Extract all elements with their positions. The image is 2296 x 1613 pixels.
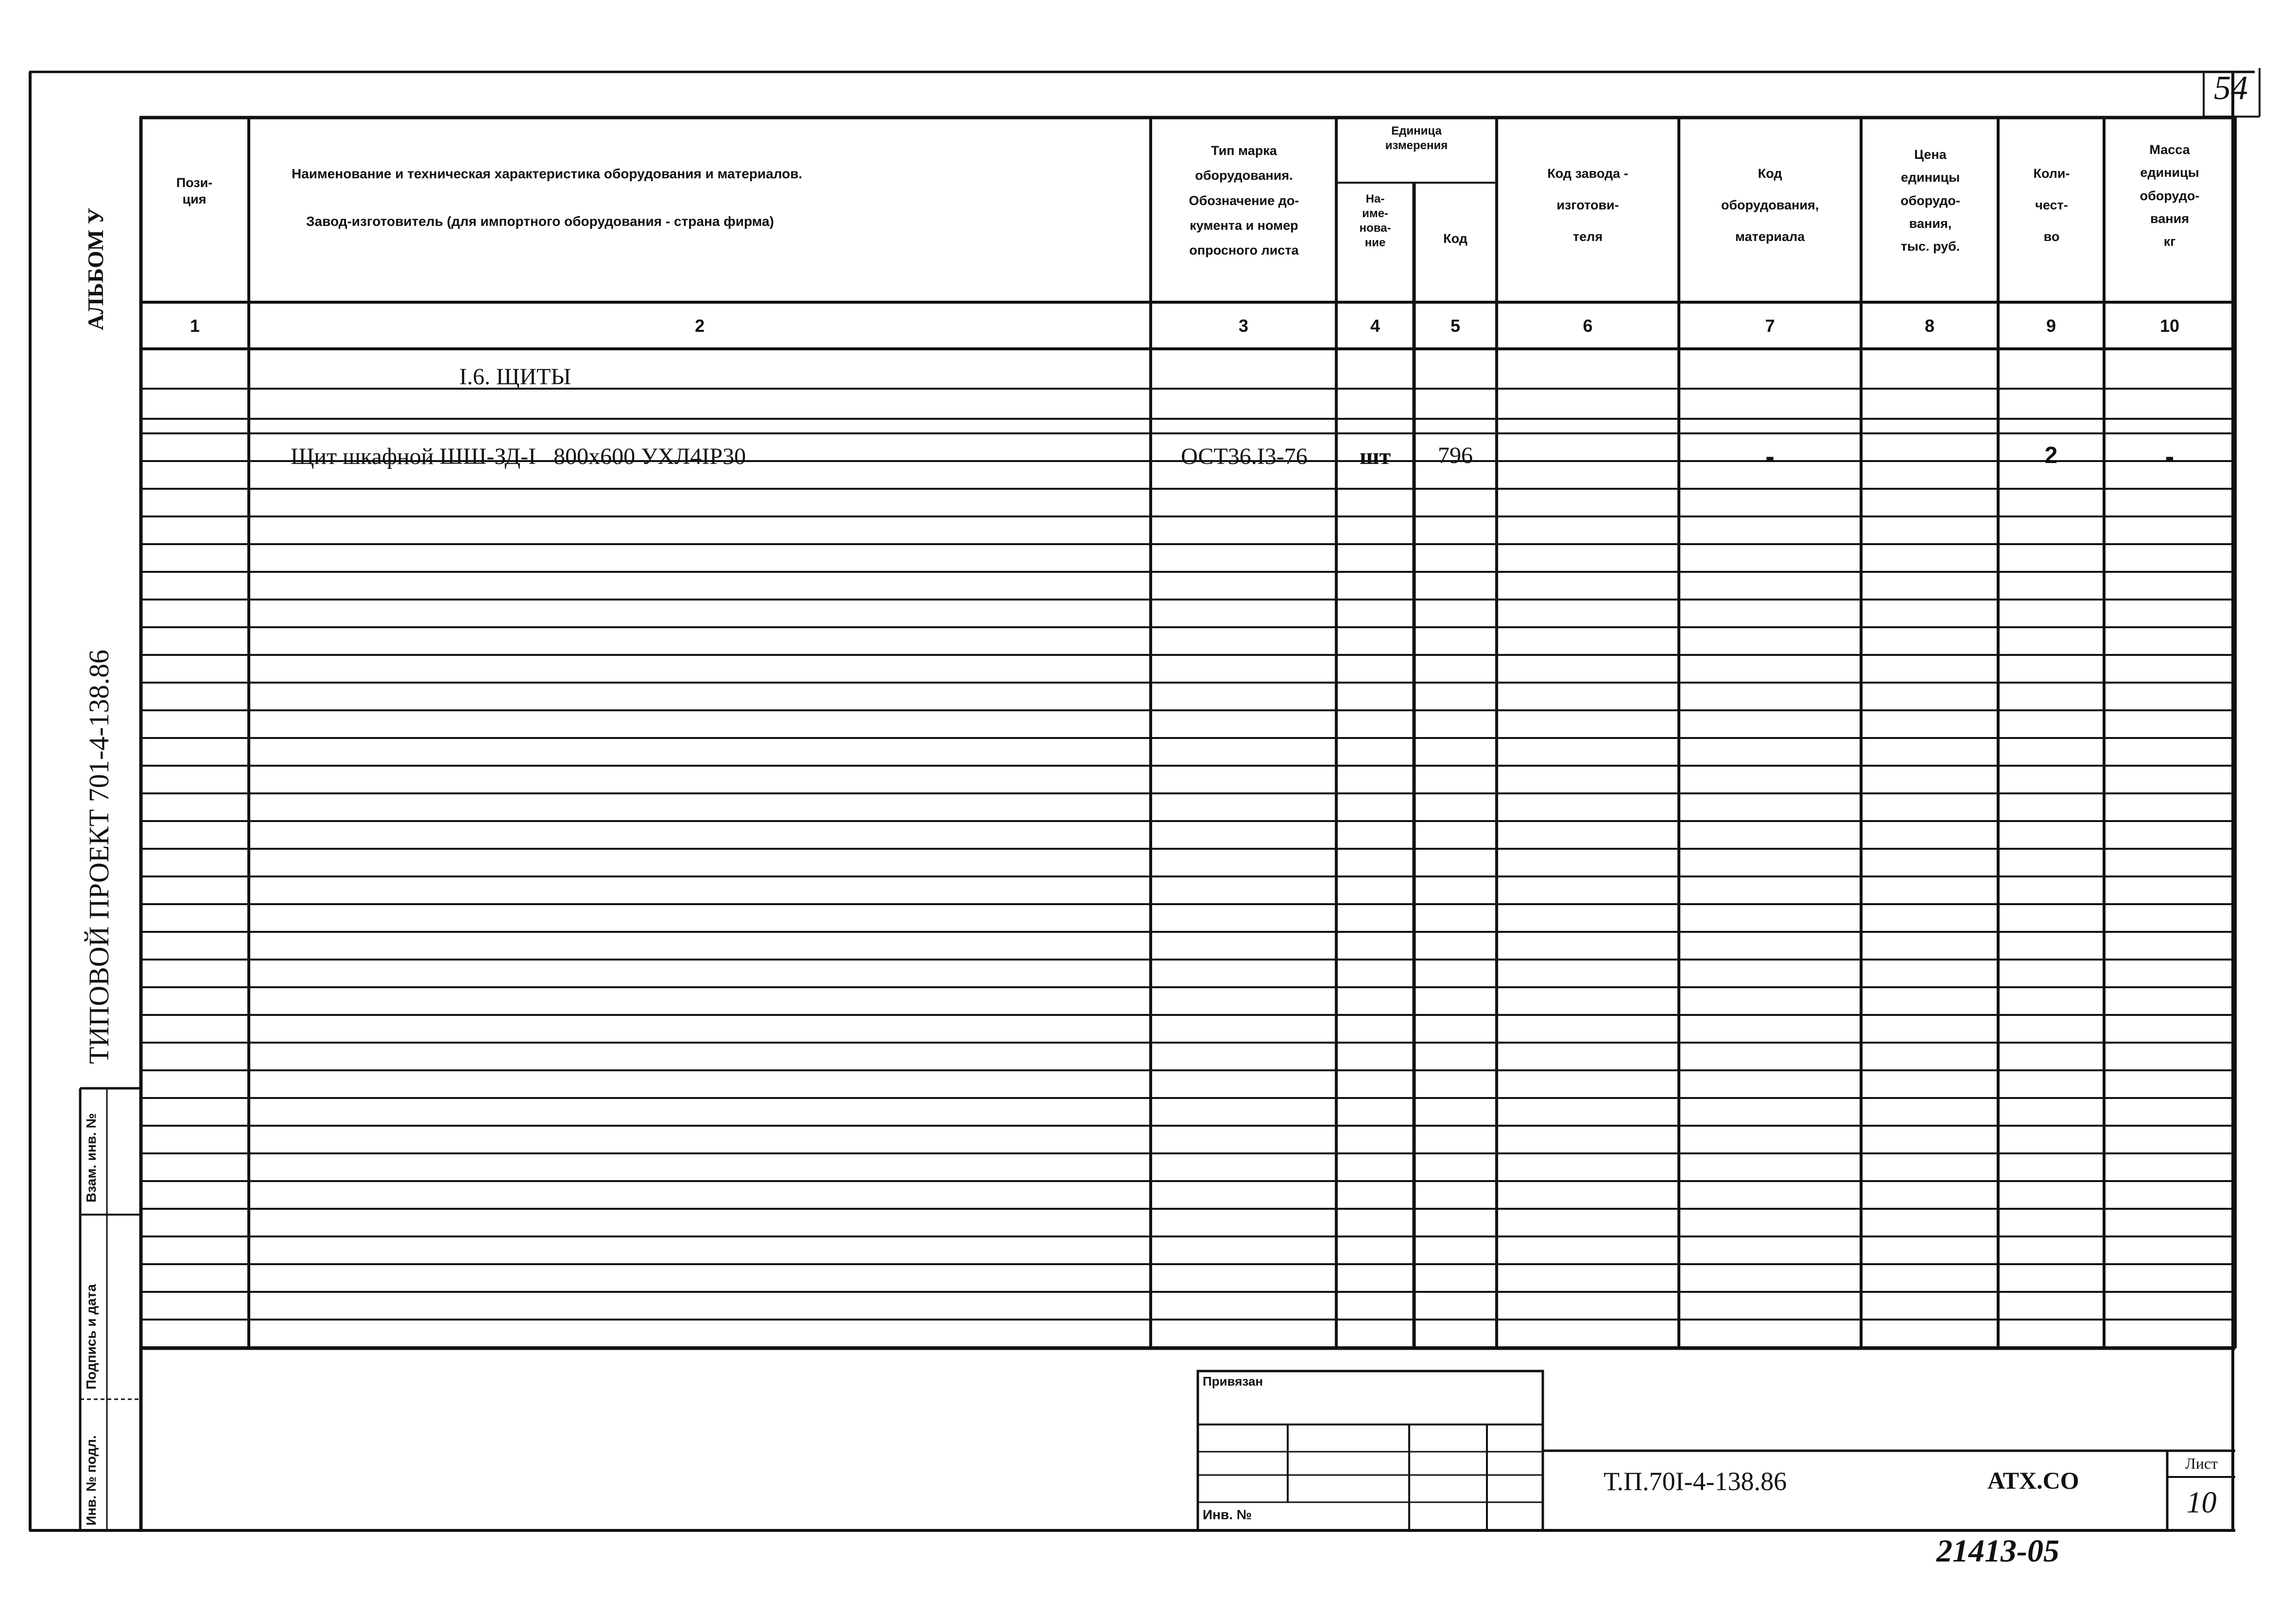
col-num-6: 6: [1583, 316, 1593, 336]
col-num-10: 10: [2159, 316, 2180, 336]
col-num-2: 2: [694, 316, 705, 336]
header-mass: Масса единицы оборудо- вания кг: [2140, 142, 2200, 249]
header-position: Пози- ция: [176, 175, 213, 206]
header-quantity: Коли- чест- во: [2033, 166, 2070, 244]
project-label: ТИПОВОЙ ПРОЕКТ 701-4-138.86: [83, 650, 115, 1064]
row-doc: ОСТ36.I3-76: [1181, 444, 1308, 469]
header-name-line2: Завод-изготовитель (для импортного оборудования - страна фирма): [306, 214, 774, 229]
row-mass: -: [2165, 441, 2175, 471]
archive-number: 21413-05: [1936, 1533, 2059, 1569]
sheet-number: 10: [2186, 1486, 2217, 1519]
col-num-4: 4: [1370, 316, 1381, 336]
col-num-9: 9: [2046, 316, 2056, 336]
stamp-inv-podl: Инв. № подл.: [84, 1435, 99, 1526]
header-unit-code: Код: [1443, 231, 1467, 246]
col-num-3: 3: [1238, 316, 1249, 336]
col-num-5: 5: [1450, 316, 1461, 336]
col-num-8: 8: [1924, 316, 1935, 336]
header-unit-group: Единица измерения: [1385, 124, 1448, 152]
row-name: Щит шкафной ШШ-ЗД-I 800х600 УХЛ4IР30: [291, 444, 746, 469]
row-unit-code: 796: [1438, 443, 1473, 468]
sheet-label: Лист: [2185, 1455, 2218, 1472]
row-unit: шт: [1359, 444, 1391, 469]
stamp-podpis-data: Подпись и дата: [84, 1284, 99, 1390]
album-label: АЛЬБОМ У: [83, 207, 108, 330]
header-price: Цена единицы оборудо- вания, тыс. руб.: [1900, 147, 1960, 254]
header-name-line1: Наименование и техническая характеристика оборудования и материалов.: [292, 166, 803, 181]
inv-no-label: Инв. №: [1203, 1507, 1252, 1522]
stamp-vzam-inv: Взам. инв. №: [84, 1113, 99, 1202]
header-equip-code: Код оборудования, материала: [1721, 166, 1819, 244]
privyazan-label: Привязан: [1203, 1374, 1263, 1389]
row-equip-code: -: [1765, 441, 1775, 471]
row-quantity: 2: [2044, 443, 2058, 468]
col-num-7: 7: [1765, 316, 1775, 336]
header-unit-name: На- име- нова- ние: [1359, 192, 1391, 249]
page-number: 54: [2214, 69, 2248, 107]
section-heading: I.6. ЩИТЫ: [459, 364, 571, 390]
header-type-doc: Тип марка оборудования. Обозначение до- кумента и номер опросного листа: [1189, 143, 1299, 258]
header-maker-code: Код завода - изготови- теля: [1547, 166, 1628, 244]
drawing-mark: АТХ.СО: [1987, 1467, 2079, 1494]
col-num-1: 1: [190, 316, 200, 336]
designation: Т.П.70I-4-138.86: [1604, 1467, 1787, 1496]
